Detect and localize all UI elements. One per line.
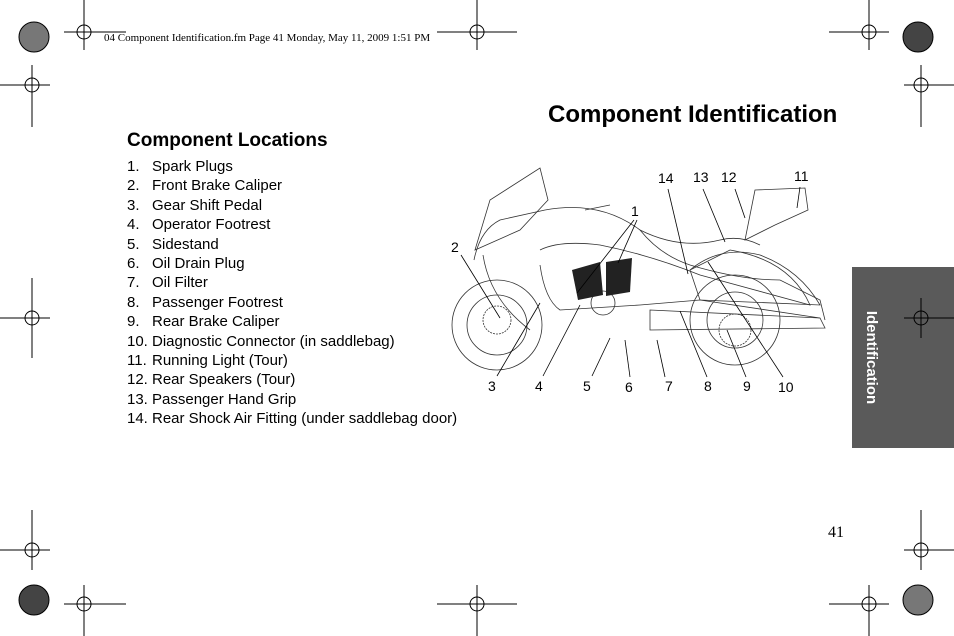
page-title: Component Identification xyxy=(548,101,838,128)
item-label: Passenger Footrest xyxy=(152,293,283,311)
item-number: 14. xyxy=(127,410,148,428)
callout-5: 5 xyxy=(583,378,591,394)
item-number: 5. xyxy=(127,235,140,253)
registration-mark-icon xyxy=(0,278,50,358)
callout-7: 7 xyxy=(665,378,673,394)
registration-mark-icon xyxy=(829,585,889,636)
item-label: Rear Shock Air Fitting (under saddlebag door) xyxy=(152,410,458,428)
item-label: Spark Plugs xyxy=(152,158,233,175)
item-label: Diagnostic Connector (in saddlebag) xyxy=(152,332,395,350)
callout-3: 3 xyxy=(488,378,496,394)
print-header: 04 Component Identification.fm Page 41 Monday, May 11, 2009 1:51 PM xyxy=(104,32,431,44)
item-label: Rear Speakers (Tour) xyxy=(152,371,296,389)
callout-13: 13 xyxy=(693,169,709,185)
registration-mark-icon xyxy=(904,510,954,570)
item-number: 9. xyxy=(127,313,140,331)
item-number: 12. xyxy=(127,371,148,389)
color-target-icons xyxy=(19,22,933,615)
item-number: 10. xyxy=(127,332,148,350)
callout-14: 14 xyxy=(658,170,674,186)
item-label: Sidestand xyxy=(152,235,219,253)
motorcycle-illustration xyxy=(452,168,825,370)
item-label: Oil Drain Plug xyxy=(152,254,245,272)
callout-10: 10 xyxy=(778,379,794,395)
item-number: 8. xyxy=(127,293,140,311)
section-tab-label: Identification xyxy=(863,310,881,405)
registration-mark-icon xyxy=(437,0,517,50)
callout-2: 2 xyxy=(451,239,459,255)
item-number: 13. xyxy=(127,390,148,408)
item-number: 6. xyxy=(127,254,140,272)
registration-mark-icon xyxy=(64,585,126,636)
registration-mark-icon xyxy=(64,0,126,50)
item-number: 11. xyxy=(127,351,147,369)
callout-9: 9 xyxy=(743,378,751,394)
item-label: Passenger Hand Grip xyxy=(152,390,297,408)
callout-11: 11 xyxy=(794,168,809,184)
item-label: Oil Filter xyxy=(152,274,208,292)
page-number: 41 xyxy=(828,524,844,541)
item-label: Operator Footrest xyxy=(152,216,271,234)
registration-mark-icon xyxy=(0,65,50,127)
registration-mark-icon xyxy=(829,0,889,50)
item-label: Running Light (Tour) xyxy=(152,351,288,369)
callout-6: 6 xyxy=(625,379,633,395)
item-number: 2. xyxy=(127,177,140,195)
section-title: Component Locations xyxy=(127,130,328,151)
callout-12: 12 xyxy=(721,169,737,185)
engine-cylinders xyxy=(572,258,632,300)
item-label: Gear Shift Pedal xyxy=(152,196,263,214)
section-tab-label-wrap xyxy=(852,267,892,448)
item-number: 7. xyxy=(127,274,140,292)
registration-mark-icon xyxy=(437,585,517,636)
item-label: Front Brake Caliper xyxy=(152,177,283,195)
item-number: 4. xyxy=(127,216,140,234)
item-number: 1. xyxy=(127,158,140,175)
callout-4: 4 xyxy=(535,378,543,394)
item-number: 3. xyxy=(127,196,140,214)
callout-8: 8 xyxy=(704,378,712,394)
callout-1: 1 xyxy=(631,203,639,219)
registration-mark-icon xyxy=(0,510,50,570)
item-label: Rear Brake Caliper xyxy=(152,313,280,331)
registration-mark-icon xyxy=(904,65,954,127)
